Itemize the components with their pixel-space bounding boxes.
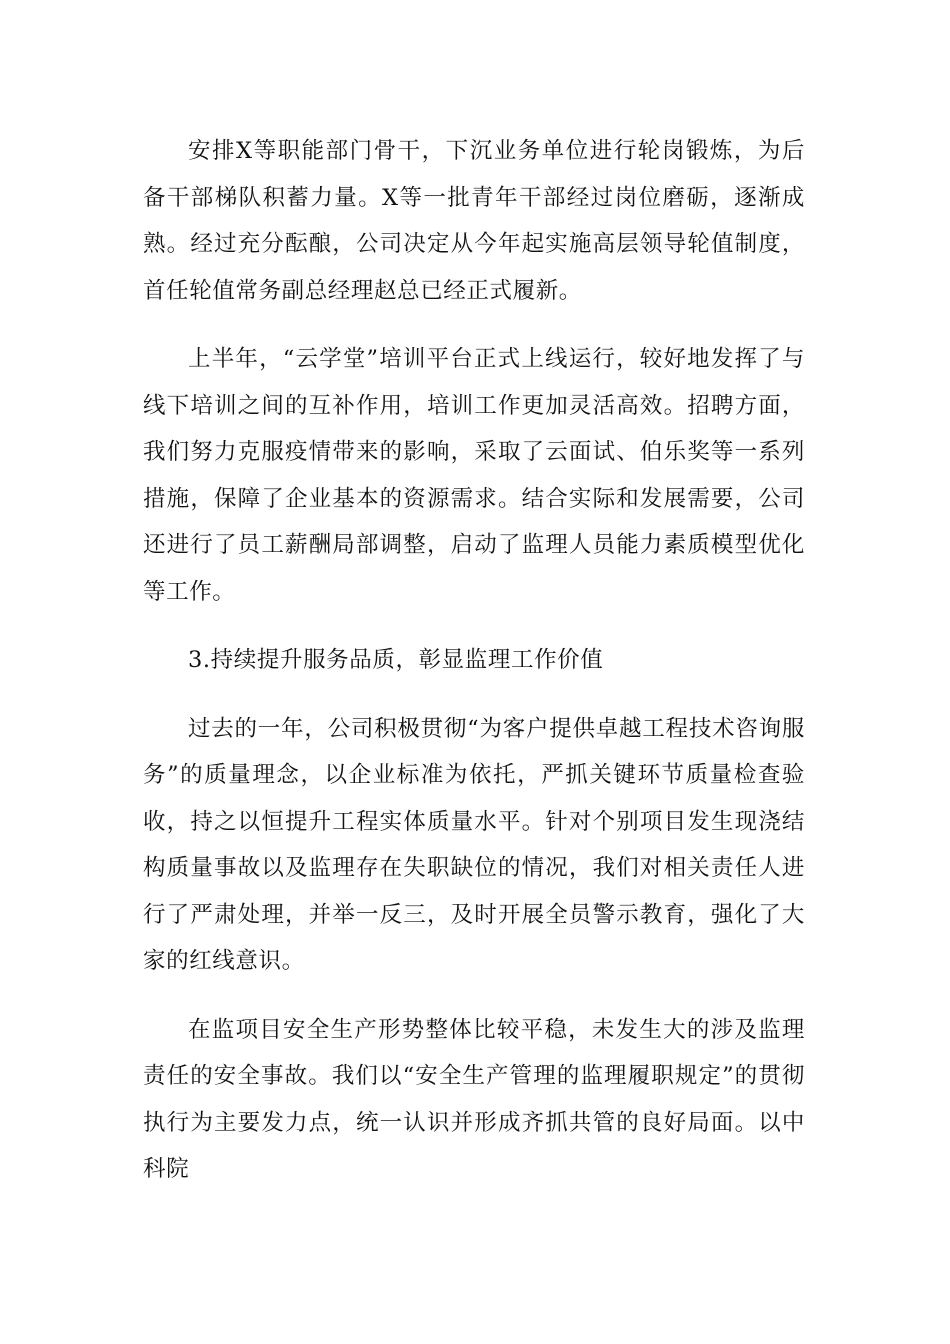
paragraph-cloud-learning: 上半年，“云学堂”培训平台正式上线运行，较好地发挥了与线下培训之间的互补作用，培训工作更加灵活高效。招聘方面，我们努力克服疫情带来的影响，采取了云面试、伯乐奖等一系列措施，保障了企业基本的资源需求。结合实际和发展需要，公司还进行了员工薪酬局部调整，启动了监理人员能力素质模型优化等工作。 [143,346,805,605]
paragraph-safety-production: 在监项目安全生产形势整体比较平稳，未发生大的涉及监理责任的安全事故。我们以“安全生产管理的监理履职规定”的贯彻执行为主要发力点，统一认识并形成齐抓共管的良好局面。以中科院 [143,1016,805,1182]
section-heading-service-quality: 3.持续提升服务品质，彰显监理工作价值 [188,647,604,673]
paragraph-quality-concept: 过去的一年，公司积极贯彻“为客户提供卓越工程技术咨询服务”的质量理念，以企业标准为依托，严抓关键环节质量检查验收，持之以恒提升工程实体质量水平。针对个别项目发生现浇结构质量事故以及监理存在失职缺位的情况，我们对相关责任人进行了严肃处理，并举一反三，及时开展全员警示教育，强化了大家的红线意识。 [143,715,805,974]
paragraph-rotation-training: 安排X等职能部门骨干，下沉业务单位进行轮岗锻炼，为后备干部梯队积蓄力量。X等一批青年干部经过岗位磨砺，逐渐成熟。经过充分酝酿，公司决定从今年起实施高层领导轮值制度，首任轮值常务副总经理赵总已经正式履新。 [143,138,805,304]
document-body [143,128,805,1193]
